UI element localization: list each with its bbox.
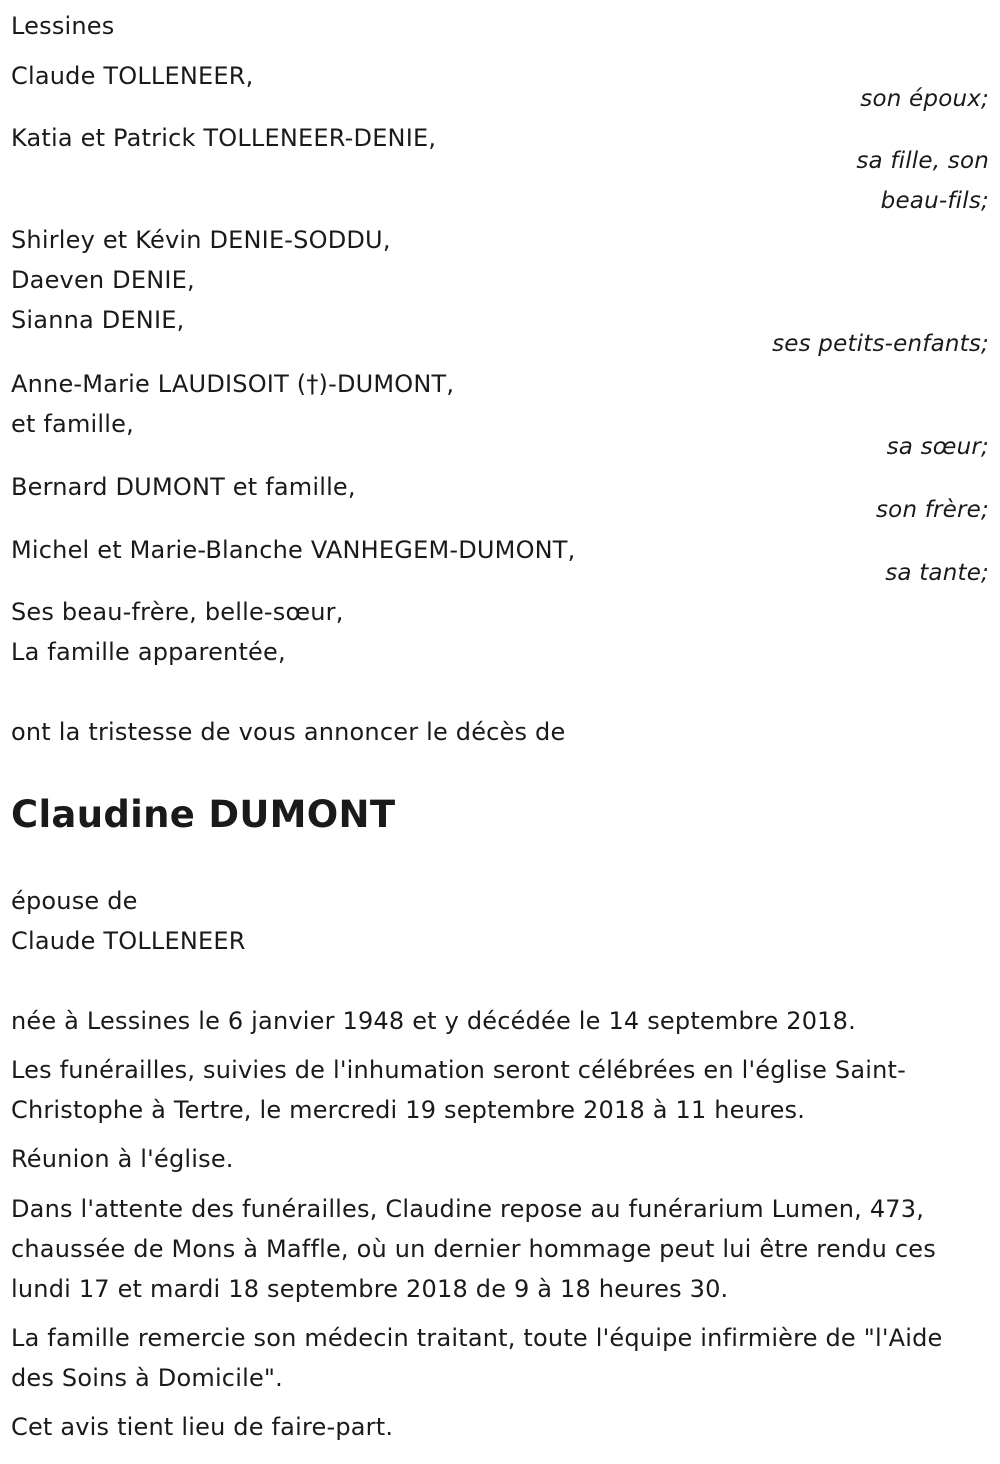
family-member-line: Daeven DENIE,: [11, 266, 195, 294]
relation-label: ses petits-enfants;: [772, 331, 989, 357]
family-member-line: Michel et Marie-Blanche VANHEGEM-DUMONT,: [11, 536, 576, 564]
funerarium-paragraph: Dans l'attente des funérailles, Claudine repose au funérarium Lumen, 473, chaussée de Mons à Maffle, où un dernier hommage peut lui être rendu ces lundi 17 et mardi 18 septembre 2018 de 9 à 18 heures 30.: [11, 1195, 936, 1303]
location: Lessines: [11, 12, 115, 40]
family-member-line: Shirley et Kévin DENIE-SODDU,: [11, 226, 391, 254]
relation-label: son frère;: [875, 497, 989, 523]
spouse-label: épouse de: [11, 887, 138, 915]
family-member-line: Sianna DENIE,: [11, 306, 185, 334]
family-member-line: Ses beau-frère, belle-sœur,: [11, 598, 344, 626]
funeral-paragraph: Les funérailles, suivies de l'inhumation seront célébrées en l'église Saint-Christophe à Tertre, le mercredi 19 septembre 2018 à 11 heures.: [11, 1056, 906, 1124]
closing-paragraph: Cet avis tient lieu de faire-part.: [11, 1413, 394, 1441]
family-member-line: Anne-Marie LAUDISOIT (†)-DUMONT,: [11, 370, 455, 398]
family-member-line: Claude TOLLENEER,: [11, 62, 254, 90]
meeting-paragraph: Réunion à l'église.: [11, 1145, 234, 1173]
relation-label: sa tante;: [885, 560, 989, 586]
family-member-line: Bernard DUMONT et famille,: [11, 473, 356, 501]
family-member-line: Katia et Patrick TOLLENEER-DENIE,: [11, 124, 437, 152]
announcement-text: ont la tristesse de vous annoncer le décès de: [11, 718, 566, 746]
deceased-name: Claudine DUMONT: [11, 793, 396, 836]
family-member-line: et famille,: [11, 410, 134, 438]
relation-label: beau-fils;: [880, 188, 989, 214]
relation-label: sa fille, son: [856, 148, 989, 174]
family-member-line: La famille apparentée,: [11, 638, 286, 666]
spouse-name: Claude TOLLENEER: [11, 927, 246, 955]
birth-death-paragraph: née à Lessines le 6 janvier 1948 et y décédée le 14 septembre 2018.: [11, 1007, 856, 1035]
relation-label: sa sœur;: [886, 434, 989, 460]
relation-label: son époux;: [860, 86, 989, 112]
thanks-paragraph: La famille remercie son médecin traitant, toute l'équipe infirmière de "l'Aide des Soins à Domicile".: [11, 1324, 943, 1392]
